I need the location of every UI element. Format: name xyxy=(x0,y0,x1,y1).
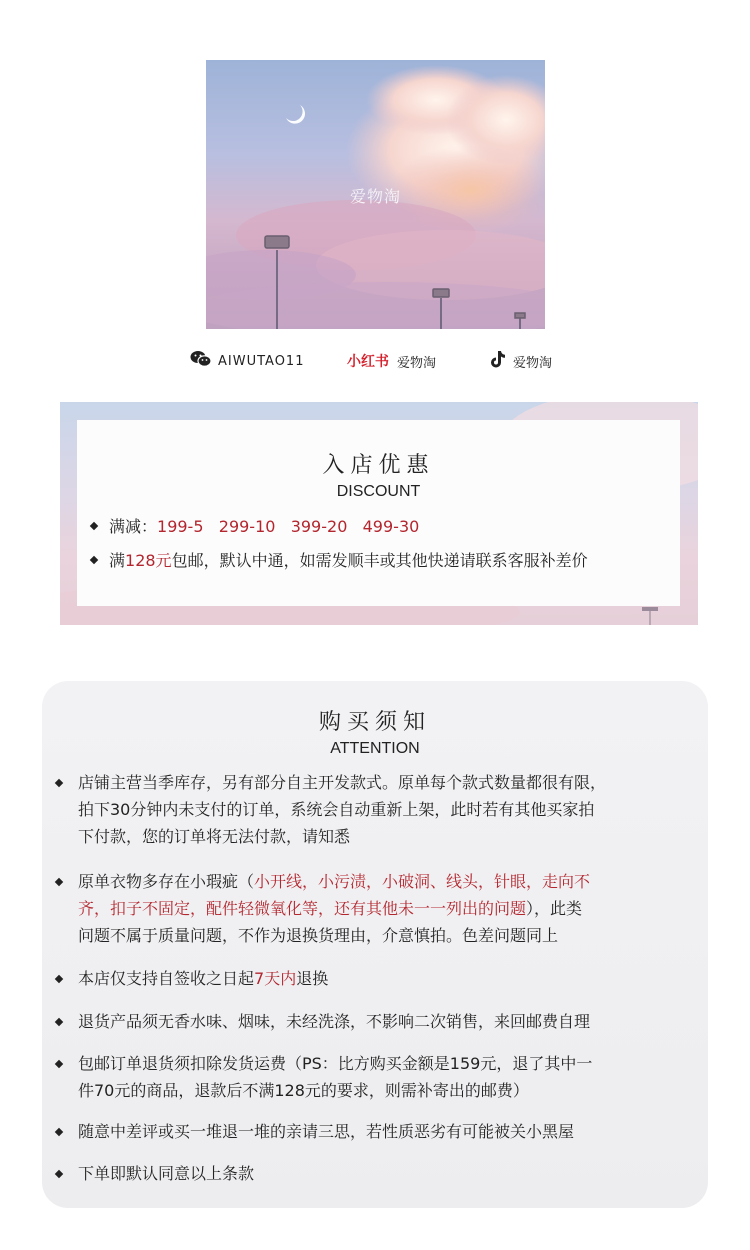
social-row xyxy=(0,348,750,374)
wechat-icon xyxy=(190,350,212,372)
attention-item-stock: 店铺主营当季库存，另有部分自主开发款式。原单每个款式数量都很有限， 拍下30分钟内未支付的订单，系统会自动重新上架，此时若有其他买家拍 下付款，您的订单将无法付款，请知悉 xyxy=(56,769,696,850)
attention-title: 购买须知 xyxy=(318,710,431,735)
wechat-id: AIWUTAO11 xyxy=(218,353,305,369)
attention-subtitle: ATTENTION xyxy=(330,740,420,757)
wechat-contact[interactable] xyxy=(190,348,304,374)
bullet-icon xyxy=(90,521,98,529)
discount-title: 入店优惠 xyxy=(322,453,435,478)
bullet-icon xyxy=(90,555,98,563)
douyin-contact[interactable] xyxy=(487,348,552,374)
discount-line-tiers: 满减：199-5 299-10 399-20 499-30 xyxy=(91,514,419,537)
attention-item-reviews: 随意中差评或买一堆退一堆的亲请三思，若性质恶劣有可能被关小黑屋 xyxy=(56,1118,696,1145)
discount-subtitle: DISCOUNT xyxy=(336,483,421,500)
discount-line-shipping: 满128元包邮，默认中通，如需发顺丰或其他快递请联系客服补差价 xyxy=(91,548,588,571)
xiaohongshu-contact[interactable] xyxy=(347,348,436,374)
attention-item-flaws: 原单衣物多存在小瑕疵（小开线，小污渍，小破洞、线头，针眼，走向不 齐，扣子不固定，配件轻微氧化等，还有其他未一一列出的问题），此类 问题不属于质量问题，不作为退换货理由，介意慎拍。色差问题同上 xyxy=(56,868,696,949)
xiaohongshu-logo: 小红书 xyxy=(347,354,389,370)
hero-watermark: 爱物淘 xyxy=(349,187,401,206)
attention-item-return-condition: 退货产品须无香水味、烟味，未经洗涤，不影响二次销售，来回邮费自理 xyxy=(56,1008,696,1035)
moon-icon xyxy=(286,105,305,124)
douyin-icon xyxy=(487,349,507,373)
attention-item-agreement: 下单即默认同意以上条款 xyxy=(56,1160,696,1187)
attention-item-return-window: 本店仅支持自签收之日起7天内退换 xyxy=(56,965,696,992)
hero-image xyxy=(206,60,545,329)
xiaohongshu-name: 爱物淘 xyxy=(397,355,437,371)
attention-panel xyxy=(42,681,708,1208)
attention-item-shipping-fee: 包邮订单退货须扣除发货运费（PS：比方购买金额是159元，退了其中一 件70元的商品，退款后不满128元的要求，则需补寄出的邮费） xyxy=(56,1050,696,1104)
discount-card xyxy=(77,420,680,606)
douyin-name: 爱物淘 xyxy=(513,355,553,371)
